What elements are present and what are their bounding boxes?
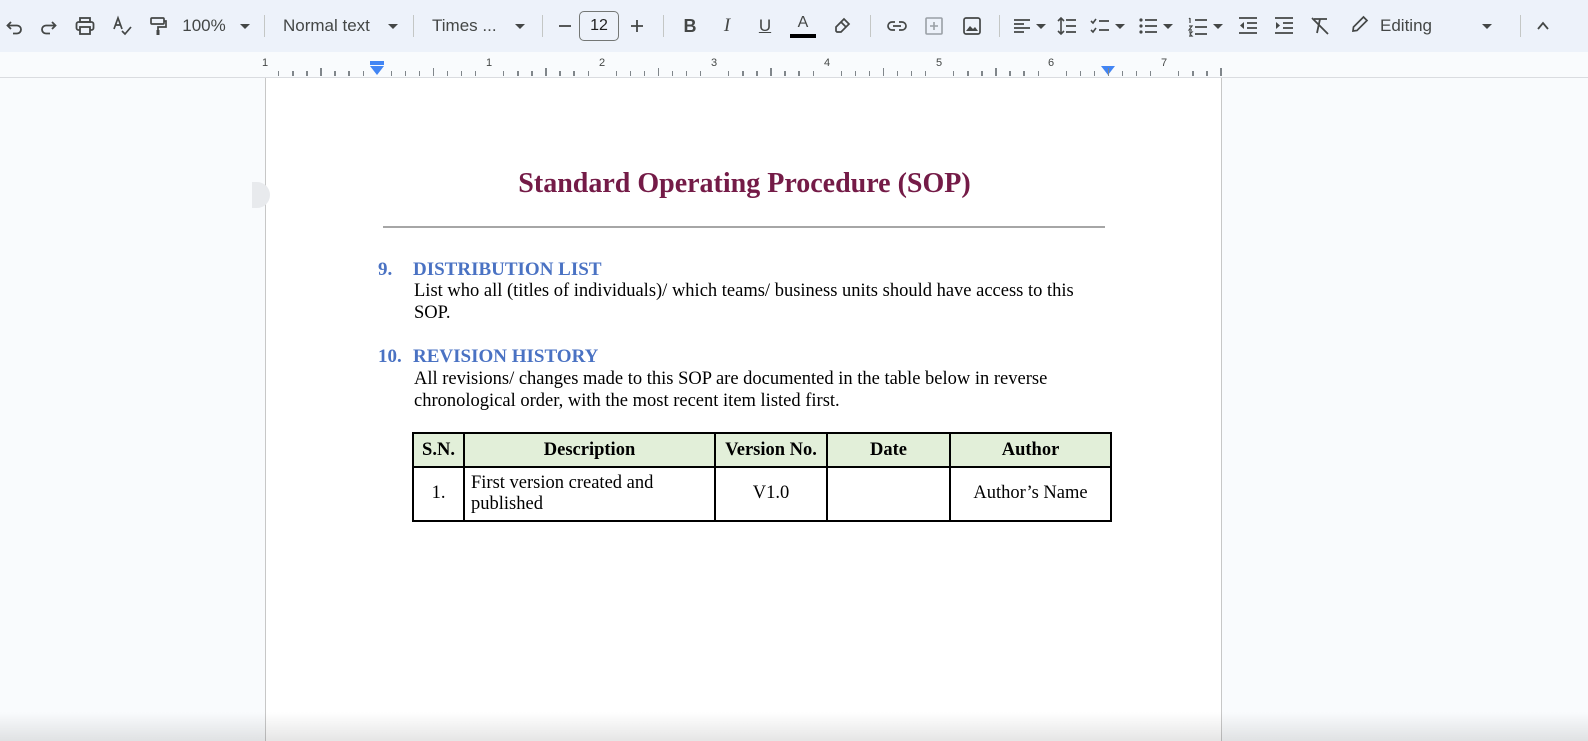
minus-icon — [557, 18, 573, 34]
image-icon — [961, 15, 983, 37]
ruler-tick — [1150, 71, 1151, 76]
ruler-label: 2 — [598, 57, 606, 69]
ruler-label: 4 — [823, 57, 831, 69]
ruler-tick — [546, 68, 547, 76]
ruler-tick — [1108, 68, 1109, 76]
ruler-tick — [953, 71, 954, 76]
cell-description[interactable] — [464, 467, 715, 521]
ruler-tick — [686, 71, 687, 76]
document-page[interactable] — [265, 78, 1222, 741]
ruler-tick — [433, 68, 434, 76]
cell-line: published — [471, 494, 543, 514]
ruler-tick — [771, 68, 772, 76]
bulleted-list-select[interactable] — [1130, 10, 1180, 42]
section-number: 9. — [378, 259, 393, 280]
bold-button[interactable] — [672, 10, 708, 42]
decrease-font-size-button[interactable] — [551, 10, 579, 42]
toolbar-divider — [999, 15, 1000, 37]
add-comment-icon — [923, 15, 945, 37]
font-size-input[interactable]: 12 — [579, 11, 619, 41]
spellcheck-icon — [111, 15, 133, 37]
numbered-list-icon — [1187, 15, 1209, 37]
section-heading-text: REVISION HISTORY — [413, 346, 599, 367]
editing-mode-label: Editing — [1380, 16, 1432, 35]
ruler-tick — [461, 71, 462, 76]
column-header: Date — [827, 433, 950, 467]
ruler-tick — [644, 71, 645, 76]
ruler-tick — [897, 71, 898, 76]
cell-version[interactable]: V1.0 — [715, 467, 827, 521]
add-comment-button[interactable] — [915, 10, 953, 42]
decrease-indent-icon — [1237, 15, 1259, 37]
ruler-label: 6 — [1047, 57, 1055, 69]
chevron-down-icon — [1213, 24, 1223, 29]
ruler-tick — [1010, 71, 1011, 76]
section-heading-text: DISTRIBUTION LIST — [413, 259, 602, 280]
checklist-select[interactable] — [1084, 10, 1130, 42]
ruler-tick — [321, 68, 322, 76]
line-spacing-icon — [1056, 15, 1078, 37]
chevron-up-icon — [1535, 18, 1551, 34]
redo-icon — [38, 16, 58, 36]
decrease-indent-button[interactable] — [1230, 10, 1266, 42]
link-icon — [886, 15, 908, 37]
ruler-tick — [757, 71, 758, 76]
ruler-tick — [1207, 71, 1208, 76]
revision-history-table[interactable] — [412, 432, 1112, 522]
zoom-select[interactable] — [176, 10, 256, 42]
ruler-tick — [700, 71, 701, 76]
ruler-tick — [532, 71, 533, 76]
ruler-tick — [855, 71, 856, 76]
bulleted-list-icon — [1137, 15, 1159, 37]
italic-icon: I — [723, 15, 731, 36]
redo-button[interactable] — [30, 10, 66, 42]
bold-icon: B — [683, 15, 697, 36]
section-heading-revision-history — [378, 346, 878, 370]
section-heading-distribution-list — [378, 259, 878, 283]
body-line: SOP. — [414, 302, 451, 323]
cell-author[interactable]: Author’s Name — [950, 467, 1111, 521]
body-line: List who all (titles of individuals)/ which teams/ business units should have access to this — [414, 281, 1074, 301]
ruler-tick — [743, 71, 744, 76]
collapse-menus-button[interactable] — [1529, 10, 1557, 42]
ruler-label: 5 — [935, 57, 943, 69]
ruler-label: 3 — [710, 57, 718, 69]
ruler-tick — [503, 71, 504, 76]
first-line-indent-marker[interactable] — [370, 61, 384, 65]
ruler-tick — [588, 71, 589, 76]
cell-line: First version created and — [471, 472, 654, 493]
toolbar-divider — [663, 15, 664, 37]
print-button[interactable] — [66, 10, 104, 42]
ruler-tick — [447, 71, 448, 76]
ruler-tick — [616, 71, 617, 76]
zoom-value: 100% — [182, 16, 226, 35]
ruler-tick — [630, 71, 631, 76]
text-color-button[interactable] — [784, 10, 822, 42]
ruler-tick — [869, 71, 870, 76]
ruler-tick — [996, 68, 997, 76]
section-body-revision-history — [414, 369, 1094, 412]
document-title: Standard Operating Procedure (SOP) — [518, 168, 971, 199]
ruler-tick — [1178, 71, 1179, 76]
ruler-tick — [785, 71, 786, 76]
clear-formatting-button[interactable] — [1302, 10, 1338, 42]
ruler-tick — [278, 71, 279, 76]
italic-button[interactable] — [708, 10, 746, 42]
left-indent-marker[interactable] — [370, 66, 384, 75]
pencil-icon — [1350, 14, 1370, 39]
text-color-icon: A — [797, 13, 809, 31]
table-header-row — [413, 433, 1111, 467]
ruler-tick — [560, 71, 561, 76]
section-number: 10. — [378, 346, 402, 367]
section-body-distribution-list — [414, 281, 1094, 324]
toolbar-divider — [1520, 15, 1521, 37]
table-row — [413, 467, 1111, 521]
ruler-tick — [728, 71, 729, 76]
ruler-tick — [335, 71, 336, 76]
underline-button[interactable] — [746, 10, 784, 42]
undo-button[interactable] — [0, 10, 30, 42]
ruler-tick — [405, 71, 406, 76]
insert-image-button[interactable] — [953, 10, 991, 42]
ruler-tick — [1094, 71, 1095, 76]
paragraph-style-select[interactable] — [273, 10, 405, 42]
ruler-tick — [658, 68, 659, 76]
ruler-strip — [0, 52, 1588, 78]
ruler-tick — [1038, 71, 1039, 76]
horizontal-ruler[interactable] — [261, 52, 1222, 78]
chevron-down-icon — [388, 24, 398, 29]
highlight-color-button[interactable] — [822, 10, 862, 42]
font-family-value: Times ... — [432, 16, 497, 35]
ruler-tick — [475, 71, 476, 76]
insert-link-button[interactable] — [879, 10, 915, 42]
ruler-label: 1 — [485, 57, 493, 69]
editing-mode-select[interactable] — [1342, 6, 1502, 46]
horizontal-rule — [383, 226, 1105, 228]
cell-sn[interactable]: 1. — [413, 467, 464, 521]
toolbar-divider — [413, 15, 414, 37]
column-header: Version No. — [715, 433, 827, 467]
ruler-tick — [841, 71, 842, 76]
checklist-icon — [1089, 15, 1111, 37]
underline-icon: U — [758, 16, 772, 35]
line-spacing-button[interactable] — [1050, 10, 1084, 42]
font-family-select[interactable] — [422, 10, 534, 42]
ruler-tick — [982, 71, 983, 76]
paint-format-button[interactable] — [140, 10, 176, 42]
column-header: S.N. — [413, 433, 464, 467]
ruler-tick — [1193, 71, 1194, 76]
chevron-down-icon — [1036, 24, 1046, 29]
increase-font-size-button[interactable] — [619, 10, 655, 42]
ruler-tick — [1221, 68, 1222, 76]
body-line: All revisions/ changes made to this SOP are documented in the table below in reverse — [414, 369, 1048, 389]
ruler-tick — [307, 71, 308, 76]
ruler-tick — [419, 71, 420, 76]
ruler-tick — [1080, 71, 1081, 76]
ruler-tick — [968, 71, 969, 76]
ruler-tick — [925, 71, 926, 76]
align-select[interactable] — [1008, 10, 1050, 42]
chevron-down-icon — [515, 24, 525, 29]
ruler-label: 7 — [1160, 57, 1168, 69]
column-header: Description — [464, 433, 715, 467]
text-color-swatch — [790, 34, 816, 38]
ruler-tick — [911, 71, 912, 76]
ruler-tick — [363, 71, 364, 76]
align-left-icon — [1012, 16, 1032, 36]
chevron-down-icon — [1482, 24, 1492, 29]
highlighter-icon — [832, 16, 852, 36]
ruler-tick — [574, 71, 575, 76]
ruler-tick — [1024, 71, 1025, 76]
increase-indent-icon — [1273, 15, 1295, 37]
spellcheck-button[interactable] — [104, 10, 140, 42]
chevron-down-icon — [1115, 24, 1125, 29]
ruler-tick — [883, 68, 884, 76]
ruler-tick — [391, 71, 392, 76]
paint-format-icon — [147, 15, 169, 37]
toolbar — [0, 0, 1588, 52]
body-line: chronological order, with the most recent item listed first. — [414, 390, 840, 411]
ruler-tick — [518, 71, 519, 76]
ruler-tick — [1122, 71, 1123, 76]
ruler-tick — [799, 71, 800, 76]
paragraph-style-value: Normal text — [283, 16, 370, 35]
toolbar-divider — [264, 15, 265, 37]
ruler-tick — [293, 71, 294, 76]
chevron-down-icon — [240, 24, 250, 29]
ruler-tick — [349, 71, 350, 76]
ruler-label: 1 — [261, 57, 269, 69]
chevron-down-icon — [1163, 24, 1173, 29]
increase-indent-button[interactable] — [1266, 10, 1302, 42]
undo-icon — [5, 16, 25, 36]
clear-formatting-icon — [1309, 15, 1331, 37]
toolbar-divider — [542, 15, 543, 37]
plus-icon — [629, 18, 645, 34]
ruler-tick — [1066, 71, 1067, 76]
column-header: Author — [950, 433, 1111, 467]
ruler-tick — [672, 71, 673, 76]
ruler-tick — [813, 71, 814, 76]
toolbar-divider — [870, 15, 871, 37]
ruler-tick — [1136, 71, 1137, 76]
numbered-list-select[interactable] — [1180, 10, 1230, 42]
print-icon — [74, 15, 96, 37]
cell-date[interactable] — [827, 467, 950, 521]
